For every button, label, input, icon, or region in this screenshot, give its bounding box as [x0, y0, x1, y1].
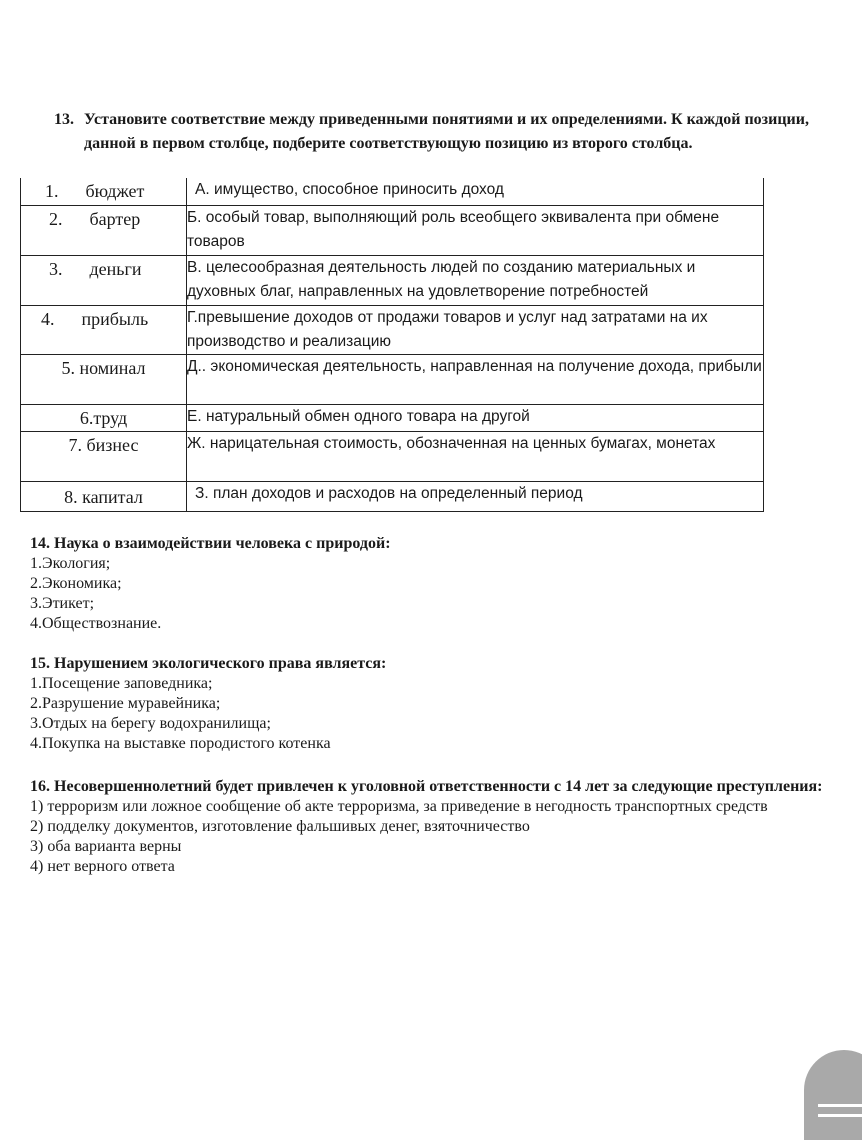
table-row [21, 481, 764, 511]
term-text: 8. капитал [64, 486, 143, 507]
definition-text: Б. особый товар, выполняющий роль всеобщего эквивалента при обмене товаров [187, 208, 720, 250]
answer-option: 2.Разрушение муравейника; [30, 695, 221, 712]
definition-cell [187, 255, 764, 305]
term-cell [21, 404, 187, 431]
term-cell [21, 255, 187, 305]
answer-option: 4.Обществознание. [30, 615, 162, 632]
question-15 [30, 654, 830, 754]
definition-text: А. имущество, способное приносить доход [195, 181, 504, 198]
definition-text: З. план доходов и расходов на определенный период [195, 484, 583, 502]
term-cell [21, 205, 187, 255]
term-cell [21, 354, 187, 404]
question-16-title: 16. Несовершеннолетний будет привлечен к уголовной ответственности с 14 лет за следующие преступления: [30, 778, 823, 795]
answer-option: 3) оба варианта верны [30, 838, 182, 855]
table-row [21, 205, 764, 255]
question-13-number: 13. [54, 111, 74, 128]
question-14-title: 14. Наука о взаимодействии человека с природой: [30, 535, 391, 552]
definition-cell [187, 178, 764, 205]
question-13-title: Установите соответствие между приведенными понятиями и их определениями. К каждой позиции, данной в первом столбце, подберите соответствующую позицию из второго столбца. [84, 111, 809, 152]
table-row [21, 354, 764, 404]
scroll-button[interactable] [804, 1050, 862, 1140]
definition-cell [187, 481, 764, 511]
definition-text: Д.. экономическая деятельность, направленная на получение дохода, прибыли [187, 357, 762, 375]
answer-option: 1.Экология; [30, 555, 111, 572]
term-text: 6.труд [79, 407, 128, 428]
definition-cell [187, 205, 764, 255]
answer-option: 4) нет верного ответа [30, 858, 175, 875]
table-row [21, 431, 764, 481]
menu-lines-icon-bar [818, 1114, 862, 1117]
answer-option: 3.Отдых на берегу водохранилища; [30, 715, 271, 732]
answer-option: 4.Покупка на выставке породистого котенка [30, 735, 331, 752]
term-text: 7. бизнес [68, 434, 139, 455]
question-15-title: 15. Нарушением экологического права является: [30, 655, 387, 672]
definition-text: Е. натуральный обмен одного товара на другой [187, 407, 530, 425]
answer-option: 1) терроризм или ложное сообщение об акте терроризма, за приведение в негодность транспортных средств [30, 798, 768, 815]
definition-text: В. целесообразная деятельность людей по созданию материальных и духовных благ, направленных на удовлетворение потребностей [187, 258, 696, 300]
answer-option: 1.Посещение заповедника; [30, 675, 213, 692]
answer-option: 2) подделку документов, изготовление фальшивых денег, взяточничество [30, 818, 530, 835]
table-row [21, 305, 764, 354]
definition-cell [187, 431, 764, 481]
matching-table [20, 178, 764, 512]
term-cell [21, 305, 187, 354]
term-text: 2. бартер [49, 208, 141, 229]
term-cell [21, 481, 187, 511]
definition-cell [187, 404, 764, 431]
question-13-heading [54, 108, 834, 156]
definition-text: Ж. нарицательная стоимость, обозначенная на ценных бумагах, монетах [187, 434, 716, 452]
answer-option: 2.Экономика; [30, 575, 122, 592]
menu-lines-icon [818, 1104, 862, 1107]
table-row [21, 255, 764, 305]
definition-cell [187, 305, 764, 354]
definition-cell [187, 354, 764, 404]
answer-option: 3.Этикет; [30, 595, 95, 612]
term-text: 5. номинал [61, 357, 146, 378]
table-row [21, 178, 764, 205]
term-cell [21, 431, 187, 481]
term-text: 3. деньги [49, 258, 142, 279]
definition-text: Г.превышение доходов от продажи товаров и услуг над затратами на их производство и реализацию [187, 308, 708, 350]
term-cell [21, 178, 187, 205]
question-14 [30, 534, 830, 634]
term-text: 1. бюджет [45, 181, 145, 201]
table-row [21, 404, 764, 431]
question-16 [30, 777, 830, 877]
term-text: 4. прибыль [41, 308, 149, 329]
